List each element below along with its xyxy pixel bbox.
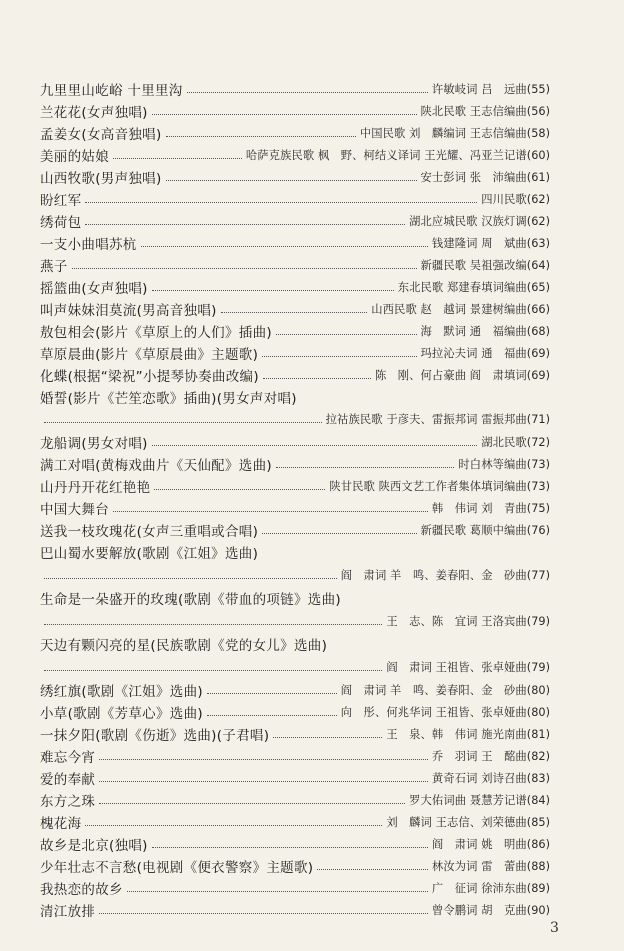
toc-entry	[40, 811, 550, 833]
toc-entry	[40, 767, 550, 789]
song-title: 草原晨曲(影片《草原晨曲》主题歌)	[40, 347, 259, 363]
toc-entry-continuation	[40, 408, 550, 430]
song-credit: 阎 肃词 王祖皆、张卓娅曲	[386, 661, 527, 674]
toc-entry-continuation	[40, 656, 550, 678]
toc-entry	[40, 298, 550, 320]
song-credit: 玛拉沁夫词 通 福曲	[420, 347, 527, 360]
page-number: (88)	[526, 859, 550, 873]
dot-leader	[44, 623, 382, 625]
page-number: (85)	[526, 815, 550, 829]
page-number: (58)	[526, 126, 550, 140]
toc-entry	[40, 833, 550, 855]
song-title: 燕子	[40, 259, 68, 275]
page-number: (79)	[526, 660, 550, 674]
song-credit: 曾令鹏词 胡 克曲	[431, 904, 527, 917]
song-credit: 乔 羽词 王 酩曲	[431, 750, 527, 763]
toc-entry	[40, 122, 550, 144]
song-credit: 罗大佑词曲 聂慧芳记谱	[409, 794, 527, 807]
song-credit: 陈 刚、何占豪曲 阎 肃填词	[374, 369, 527, 382]
dot-leader	[99, 802, 405, 804]
toc-entry	[40, 587, 550, 609]
song-title: 清江放排	[40, 904, 96, 920]
dot-leader	[166, 179, 417, 181]
dot-leader	[152, 444, 477, 446]
dot-leader	[152, 113, 417, 115]
page-number: (72)	[526, 435, 550, 449]
song-title: 难忘今宵	[40, 750, 96, 766]
song-credit: 许敏岐词 吕 远曲	[431, 83, 527, 96]
toc-entry	[40, 497, 550, 519]
page-number: (66)	[526, 302, 550, 316]
song-title: 一支小曲唱苏杭	[40, 237, 137, 253]
dot-leader	[85, 201, 477, 203]
page-number: (62)	[526, 214, 550, 228]
dot-leader	[317, 868, 428, 870]
toc-entry	[40, 855, 550, 877]
song-credit: 拉祜族民歌 于彦夫、雷振邦词 雷振邦曲	[325, 413, 527, 426]
song-title: 少年壮志不言愁(电视剧《便衣警察》主题歌)	[40, 860, 314, 876]
toc-entry	[40, 701, 550, 723]
page-number: (69)	[526, 346, 550, 360]
page-number: (84)	[526, 793, 550, 807]
song-credit: 新疆民歌 葛顺中编曲	[420, 524, 527, 537]
toc-entry	[40, 877, 550, 899]
song-title: 孟姜女(女高音独唱)	[40, 127, 162, 143]
song-title: 天边有颗闪亮的星(民族歌剧《党的女儿》选曲)	[40, 638, 328, 654]
toc-entry	[40, 899, 550, 921]
song-title: 绣荷包	[40, 215, 82, 231]
page-number: (80)	[526, 683, 550, 697]
page-number: (81)	[526, 727, 550, 741]
dot-leader	[187, 91, 428, 93]
song-title: 兰花花(女声独唱)	[40, 105, 148, 121]
toc-entry	[40, 232, 550, 254]
page-number: (64)	[526, 258, 550, 272]
song-credit: 韩 伟词 刘 青曲	[431, 502, 527, 515]
song-title: 一抹夕阳(歌剧《伤逝》选曲)(子君唱)	[40, 728, 270, 744]
song-credit: 新疆民歌 吴祖强改编	[420, 259, 527, 272]
toc-entry-continuation	[40, 610, 550, 632]
song-credit: 林汝为词 雷 蕾曲	[431, 860, 527, 873]
dot-leader	[72, 267, 417, 269]
song-credit: 海 默词 通 福编曲	[420, 325, 527, 338]
dot-leader	[44, 669, 382, 671]
song-credit: 阎 肃词 姚 明曲	[431, 838, 527, 851]
dot-leader	[207, 692, 337, 694]
page-number: (83)	[526, 771, 550, 785]
dot-leader	[263, 377, 371, 379]
song-title: 龙船调(男女对唱)	[40, 436, 148, 452]
song-credit: 哈萨克族民歌 枫 野、柯结义译词 王光耀、冯亚兰记谱	[245, 149, 527, 162]
page-number: (86)	[526, 837, 550, 851]
song-credit: 王 泉、韩 伟词 施光南曲	[386, 728, 527, 741]
dot-leader	[166, 135, 356, 137]
page-number: (61)	[526, 170, 550, 184]
song-title: 巴山蜀水要解放(歌剧《江姐》选曲)	[40, 546, 259, 562]
toc-entry	[40, 78, 550, 100]
page-number: (60)	[526, 148, 550, 162]
song-credit: 湖北应城民歌 汉族灯调	[409, 215, 527, 228]
song-title: 爱的奉献	[40, 772, 96, 788]
toc-entry	[40, 453, 550, 475]
dot-leader	[99, 912, 428, 914]
toc-entry	[40, 386, 550, 408]
song-title: 满工对唱(黄梅戏曲片《天仙配》选曲)	[40, 458, 272, 474]
song-credit: 钱建隆词 周 斌曲	[431, 237, 527, 250]
song-title: 敖包相会(影片《草原上的人们》插曲)	[40, 325, 272, 341]
song-title: 盼红军	[40, 193, 82, 209]
song-title: 九里里山屹峪 十里里沟	[40, 83, 183, 99]
toc-entry	[40, 166, 550, 188]
dot-leader	[276, 333, 417, 335]
song-title: 中国大舞台	[40, 502, 109, 518]
dot-leader	[154, 488, 325, 490]
song-credit: 山西民歌 赵 越词 景建树编曲	[371, 303, 527, 316]
toc-entry	[40, 519, 550, 541]
page-number: (90)	[526, 903, 550, 917]
dot-leader	[85, 223, 405, 225]
page-number: (76)	[526, 523, 550, 537]
song-title: 摇篮曲(女声独唱)	[40, 281, 148, 297]
toc-entry-continuation	[40, 564, 550, 586]
toc-entry	[40, 431, 550, 453]
song-credit: 王 志、陈 宜词 王洛宾曲	[386, 615, 527, 628]
song-title: 美丽的姑娘	[40, 149, 109, 165]
page-number: (65)	[526, 280, 550, 294]
toc-entry	[40, 100, 550, 122]
dot-leader	[99, 758, 428, 760]
song-title: 东方之珠	[40, 794, 96, 810]
toc-entry	[40, 723, 550, 745]
dot-leader	[85, 824, 382, 826]
toc-entry	[40, 475, 550, 497]
page-number: (71)	[526, 412, 550, 426]
toc-entry	[40, 210, 550, 232]
dot-leader	[99, 780, 428, 782]
page-number: (73)	[526, 479, 550, 493]
song-title: 叫声妹妹泪莫流(男高音独唱)	[40, 303, 217, 319]
song-title: 小草(歌剧《芳草心》选曲)	[40, 706, 203, 722]
page-number: (56)	[526, 104, 550, 118]
page-number: (69)	[526, 368, 550, 382]
song-credit: 湖北民歌	[481, 436, 527, 449]
toc-entry	[40, 342, 550, 364]
song-title: 婚誓(影片《芒笙恋歌》插曲)(男女声对唱)	[40, 391, 297, 407]
song-credit: 向 彤、何兆华词 王祖皆、张卓娅曲	[340, 706, 527, 719]
song-title: 送我一枝玫瑰花(女声三重唱或合唱)	[40, 524, 259, 540]
page-number: (63)	[526, 236, 550, 250]
song-title: 化蝶(根据“梁祝”小提琴协奏曲改编)	[40, 369, 259, 385]
dot-leader	[113, 157, 242, 159]
song-credit: 时白林等编曲	[458, 458, 527, 471]
toc-entry	[40, 144, 550, 166]
toc-entry	[40, 789, 550, 811]
page-number: (79)	[526, 614, 550, 628]
song-credit: 刘 麟词 王志信、刘荣德曲	[386, 816, 527, 829]
toc-entry	[40, 254, 550, 276]
page-number: (62)	[526, 192, 550, 206]
toc-entry	[40, 364, 550, 386]
dot-leader	[221, 311, 368, 313]
song-title: 山西牧歌(男声独唱)	[40, 171, 162, 187]
dot-leader	[127, 890, 428, 892]
song-title: 我热恋的故乡	[40, 882, 123, 898]
page-number: (89)	[526, 881, 550, 895]
song-credit: 阎 肃词 羊 鸣、姜春阳、金 砂曲	[340, 569, 527, 582]
page-number: (55)	[526, 82, 550, 96]
song-credit: 四川民歌	[481, 193, 527, 206]
page-number: (68)	[526, 324, 550, 338]
dot-leader	[262, 532, 416, 534]
song-credit: 广 征词 徐沛东曲	[431, 882, 527, 895]
song-title: 故乡是北京(独唱)	[40, 838, 148, 854]
dot-leader	[152, 846, 428, 848]
toc-entry	[40, 320, 550, 342]
dot-leader	[44, 577, 337, 579]
song-credit: 黄奇石词 刘诗召曲	[431, 772, 527, 785]
toc-entry	[40, 745, 550, 767]
page-number: (73)	[526, 457, 550, 471]
dot-leader	[207, 714, 337, 716]
song-credit: 陕甘民歌 陕西文艺工作者集体填词编曲	[329, 480, 527, 493]
song-title: 槐花海	[40, 816, 82, 832]
page-folio: 3	[550, 920, 559, 936]
dot-leader	[44, 421, 322, 423]
toc-entry	[40, 633, 550, 655]
page-number: (80)	[526, 705, 550, 719]
toc-entry	[40, 276, 550, 298]
page-number: (75)	[526, 501, 550, 515]
dot-leader	[152, 289, 394, 291]
song-title: 绣红旗(歌剧《江姐》选曲)	[40, 684, 203, 700]
toc-entry	[40, 679, 550, 701]
song-title: 山丹丹开花红艳艳	[40, 480, 151, 496]
page-number: (77)	[526, 568, 550, 582]
song-title: 生命是一朵盛开的玫瑰(歌剧《带血的项链》选曲)	[40, 592, 341, 608]
dot-leader	[141, 245, 428, 247]
song-credit: 东北民歌 郑建春填词编曲	[397, 281, 527, 294]
dot-leader	[113, 510, 428, 512]
song-credit: 中国民歌 刘 麟编词 王志信编曲	[359, 127, 527, 140]
dot-leader	[273, 736, 382, 738]
song-credit: 陕北民歌 王志信编曲	[420, 105, 527, 118]
page-number: (82)	[526, 749, 550, 763]
dot-leader	[262, 355, 416, 357]
song-credit: 阎 肃词 羊 鸣、姜春阳、金 砂曲	[340, 684, 527, 697]
dot-leader	[276, 466, 454, 468]
toc-entry	[40, 188, 550, 210]
song-credit: 安士彭词 张 沛编曲	[420, 171, 527, 184]
toc-entry	[40, 541, 550, 563]
